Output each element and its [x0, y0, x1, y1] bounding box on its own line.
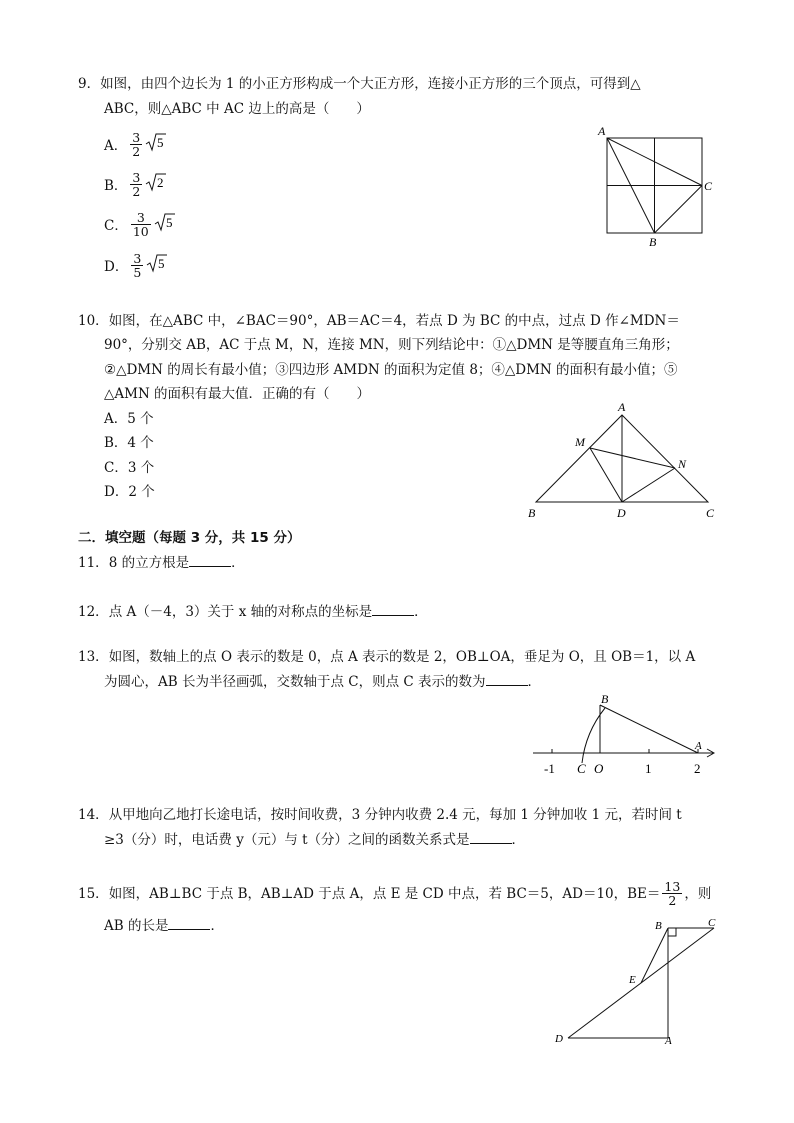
q13-line2: 为圆心，AB 长为半径画弧，交数轴于点 C，则点 C 表示的数为 ．: [104, 670, 541, 694]
sqrt-symbol: [154, 212, 176, 236]
q13-figure-number-line: [525, 692, 725, 780]
sqrt-symbol: [146, 253, 168, 277]
q11: 11．8 的立方根是 ．: [78, 551, 245, 575]
q14-line2: ≥3（分）时，电话费 y（元）与 t（分）之间的函数关系式是 ．: [104, 828, 525, 852]
fraction: $\frac{13}{2}$: [664, 879, 681, 908]
q14-line1: 14．从甲地向乙地打长途电话，按时间收费，3 分钟内收费 2.4 元，每加 1 分钟加收 1 元，若时间 t: [78, 807, 682, 823]
fraction: $\frac{3}{10}$: [132, 209, 149, 239]
point-label-c: C: [706, 506, 715, 520]
q10-line1: 10．如图，在△ABC 中，∠BAC＝90°，AB＝AC＝4，若点 D 为 BC 的中点，过点 D 作∠MDN＝: [78, 313, 680, 329]
q15-line2: AB 的长是 ．: [104, 914, 224, 938]
q10-line3: ②△DMN 的周长有最小值；③四边形 AMDN 的面积为定值 8；④△DMN 的面积有最小值；⑤: [104, 362, 678, 378]
point-label-b: B: [655, 920, 662, 932]
point-label-a: A: [665, 1035, 672, 1047]
q9-number: 9．: [78, 76, 101, 92]
svg-text:5: 5: [157, 135, 164, 150]
point-label-b: B: [649, 235, 657, 249]
q9-option-d[interactable]: D． $\frac{3}{5}$ 5: [104, 251, 168, 279]
fraction: $\frac{3}{2}$: [132, 169, 141, 199]
point-label-b: B: [528, 506, 536, 520]
point-label-b: B: [601, 692, 609, 706]
point-label-e: E: [629, 974, 636, 986]
point-label-c: C: [704, 179, 713, 193]
q13-line1: 13．如图，数轴上的点 O 表示的数是 0，点 A 表示的数是 2，OB⊥OA，垂足为 O，且 OB＝1，以 A: [78, 649, 696, 665]
point-label-m: M: [575, 435, 585, 449]
q10-option-d[interactable]: D．2 个: [104, 484, 155, 500]
tick-label: -1: [544, 761, 555, 776]
q15-line1: 15． 如图，AB⊥BC 于点 B，AB⊥AD 于点 A，点 E 是 CD 中点，若 BC＝5，AD＝10，BE＝ $\frac{13}{2}$ ，则: [78, 879, 712, 908]
section-title: 二．填空题（每题 3 分，共 15 分）: [78, 530, 301, 546]
q9-option-b[interactable]: B． $\frac{3}{2}$ 2: [104, 170, 167, 198]
sqrt-symbol: [145, 132, 167, 156]
q10-option-c[interactable]: C．3 个: [104, 460, 155, 476]
q9-line1: [78, 72, 641, 96]
q10-option-b[interactable]: B．4 个: [104, 435, 154, 451]
answer-blank[interactable]: [486, 671, 528, 686]
q10-line2: 90°，分别交 AB，AC 于点 M，N，连接 MN，则下列结论中：①△DMN 是等腰直角三角形；: [104, 337, 679, 353]
q10-figure-triangle: [520, 398, 720, 522]
answer-blank[interactable]: [189, 552, 231, 567]
point-label-a: A: [695, 740, 702, 752]
q9-option-a[interactable]: A． $\frac{3}{2}$ 5: [104, 130, 167, 158]
fraction: $\frac{3}{2}$: [132, 129, 141, 159]
q9-line2: ABC，则△ABC 中 AC 边上的高是（ ）: [104, 101, 370, 117]
q10-line4: △AMN 的面积有最大值．正确的有（ ）: [104, 386, 371, 402]
svg-text:5: 5: [165, 215, 173, 230]
point-label-d: D: [555, 1033, 563, 1045]
svg-text:5: 5: [158, 256, 165, 271]
q9-text-line1: 如图，由四个边长为 1 的小正方形构成一个大正方形，连接小正方形的三个顶点，可得到△: [100, 76, 641, 92]
fraction: $\frac{3}{5}$: [133, 250, 142, 280]
tick-label: C: [577, 761, 586, 776]
svg-text:2: 2: [157, 175, 164, 190]
q9-figure-grid: [595, 120, 720, 250]
tick-label: 2: [694, 761, 701, 776]
point-label-n: N: [678, 457, 687, 471]
sqrt-symbol: [145, 172, 167, 196]
point-label-c: C: [708, 917, 716, 929]
point-label-a: A: [598, 124, 606, 138]
point-label-a: A: [618, 400, 626, 414]
answer-blank[interactable]: [470, 829, 512, 844]
tick-label: 1: [645, 761, 652, 776]
answer-blank[interactable]: [372, 601, 414, 616]
point-label-d: D: [617, 506, 626, 520]
q12: 12．点 A（－4，3）关于 x 轴的对称点的坐标是 ．: [78, 600, 428, 624]
q15-figure: [548, 912, 728, 1052]
answer-blank[interactable]: [168, 915, 210, 930]
q10-option-a[interactable]: A．5 个: [104, 411, 154, 427]
q9-option-c[interactable]: C． $\frac{3}{10}$ 5: [104, 210, 176, 238]
tick-label: O: [594, 761, 604, 776]
q10-number: 10．: [78, 313, 109, 329]
